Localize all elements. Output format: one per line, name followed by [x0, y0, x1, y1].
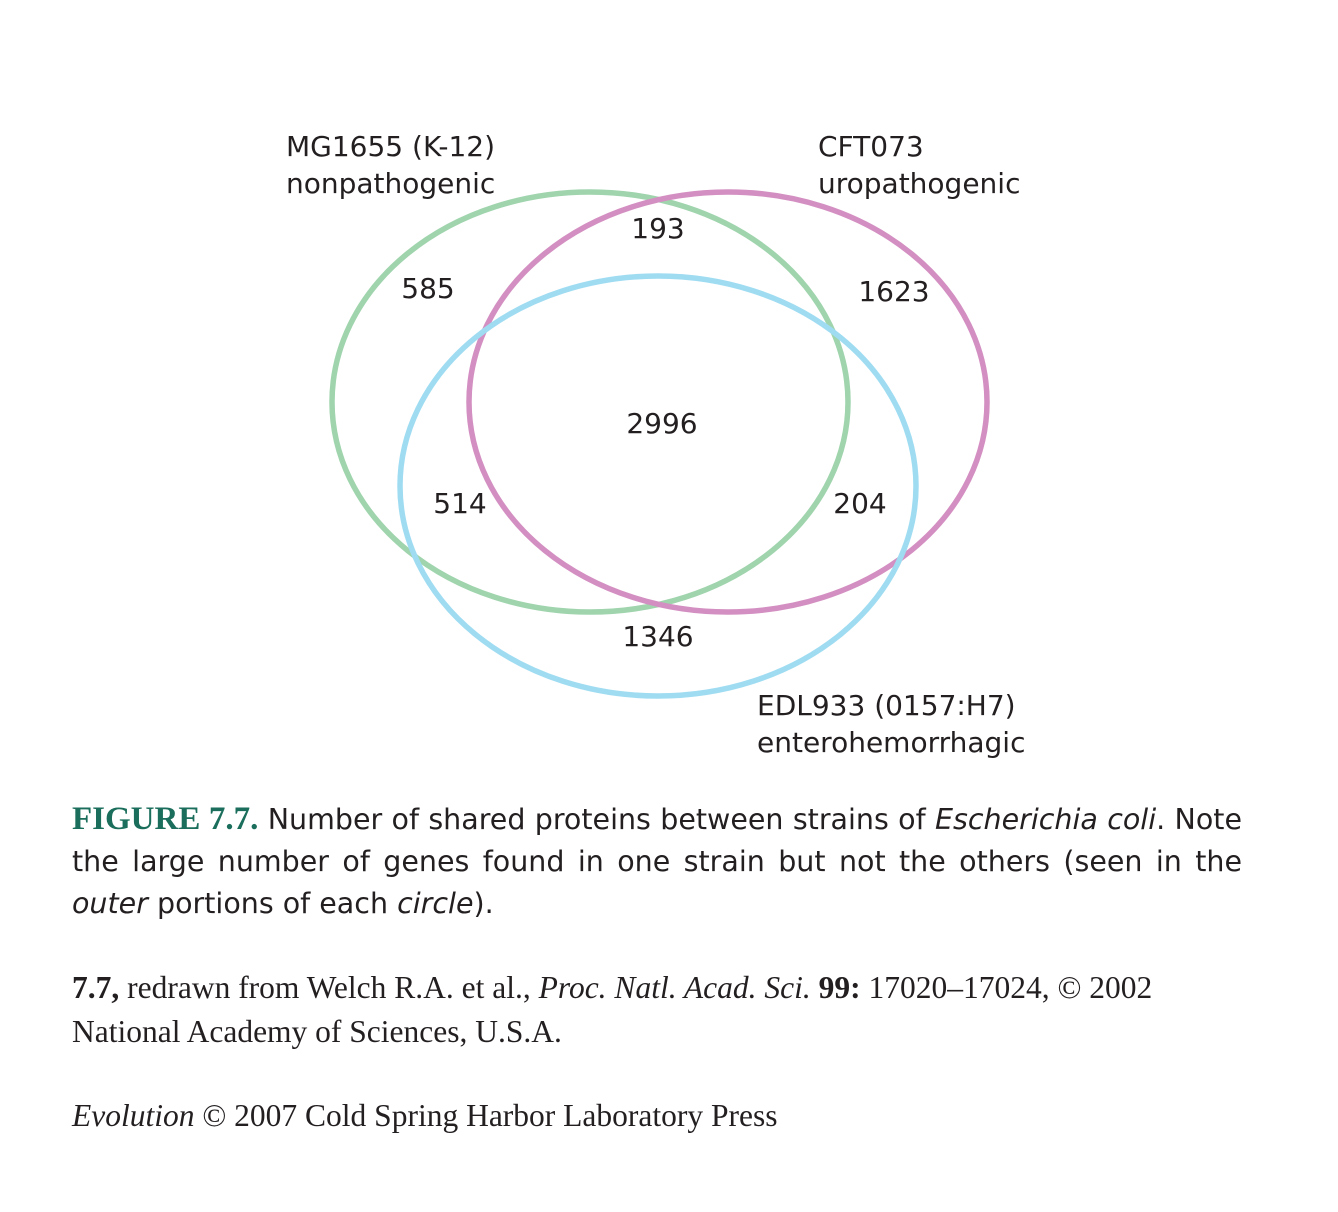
caption-outer: outer	[72, 887, 148, 920]
cft073-strain-name: CFT073	[818, 130, 924, 163]
region-cft-only-count: 1623	[858, 275, 930, 308]
caption-text-1: Number of shared proteins between strains of	[258, 803, 935, 836]
edl933-label	[757, 687, 1025, 761]
edl933-strain-name: EDL933 (0157:H7)	[757, 689, 1016, 722]
mg1655-strain-name: MG1655 (K-12)	[286, 130, 496, 163]
caption-text-3: portions of each	[147, 887, 398, 920]
caption-species: Escherichia coli	[934, 803, 1157, 836]
cft073-label	[818, 128, 1020, 202]
credit-ref: 7.7,	[72, 970, 120, 1005]
book-title: Evolution	[72, 1098, 195, 1133]
credit-volume: 99:	[810, 970, 861, 1005]
figure-caption	[72, 798, 1242, 925]
publisher-text: © 2007 Cold Spring Harbor Laboratory Press	[194, 1098, 778, 1133]
cft073-strain-type: uropathogenic	[818, 167, 1021, 200]
region-cft-edl-count: 204	[833, 487, 887, 520]
region-mg-only-count: 585	[401, 272, 455, 305]
region-mg-edl-count: 514	[433, 487, 487, 520]
caption-text-2: . Note the large number of genes found in one strain but not the others (seen in the	[72, 803, 1242, 878]
caption-circle: circle	[397, 887, 474, 920]
mg1655-label	[286, 128, 495, 202]
region-all-three-count: 2996	[626, 407, 698, 440]
source-credit	[72, 966, 1252, 1054]
credit-journal: Proc. Natl. Acad. Sci.	[538, 970, 811, 1005]
credit-text-1: redrawn from Welch R.A. et al.,	[119, 970, 539, 1005]
region-edl-only-count: 1346	[622, 620, 694, 653]
cft073-ellipse	[469, 192, 987, 612]
figure-label: FIGURE 7.7.	[72, 801, 259, 837]
caption-text-4: ).	[473, 887, 494, 920]
credit-text-2: 17020–17024, © 2002 National Academy of Sciences, U.S.A.	[72, 970, 1153, 1049]
publisher-line	[72, 1094, 777, 1138]
mg1655-strain-type: nonpathogenic	[286, 167, 496, 200]
region-mg-cft-count: 193	[631, 212, 685, 245]
edl933-strain-type: enterohemorrhagic	[757, 726, 1026, 759]
